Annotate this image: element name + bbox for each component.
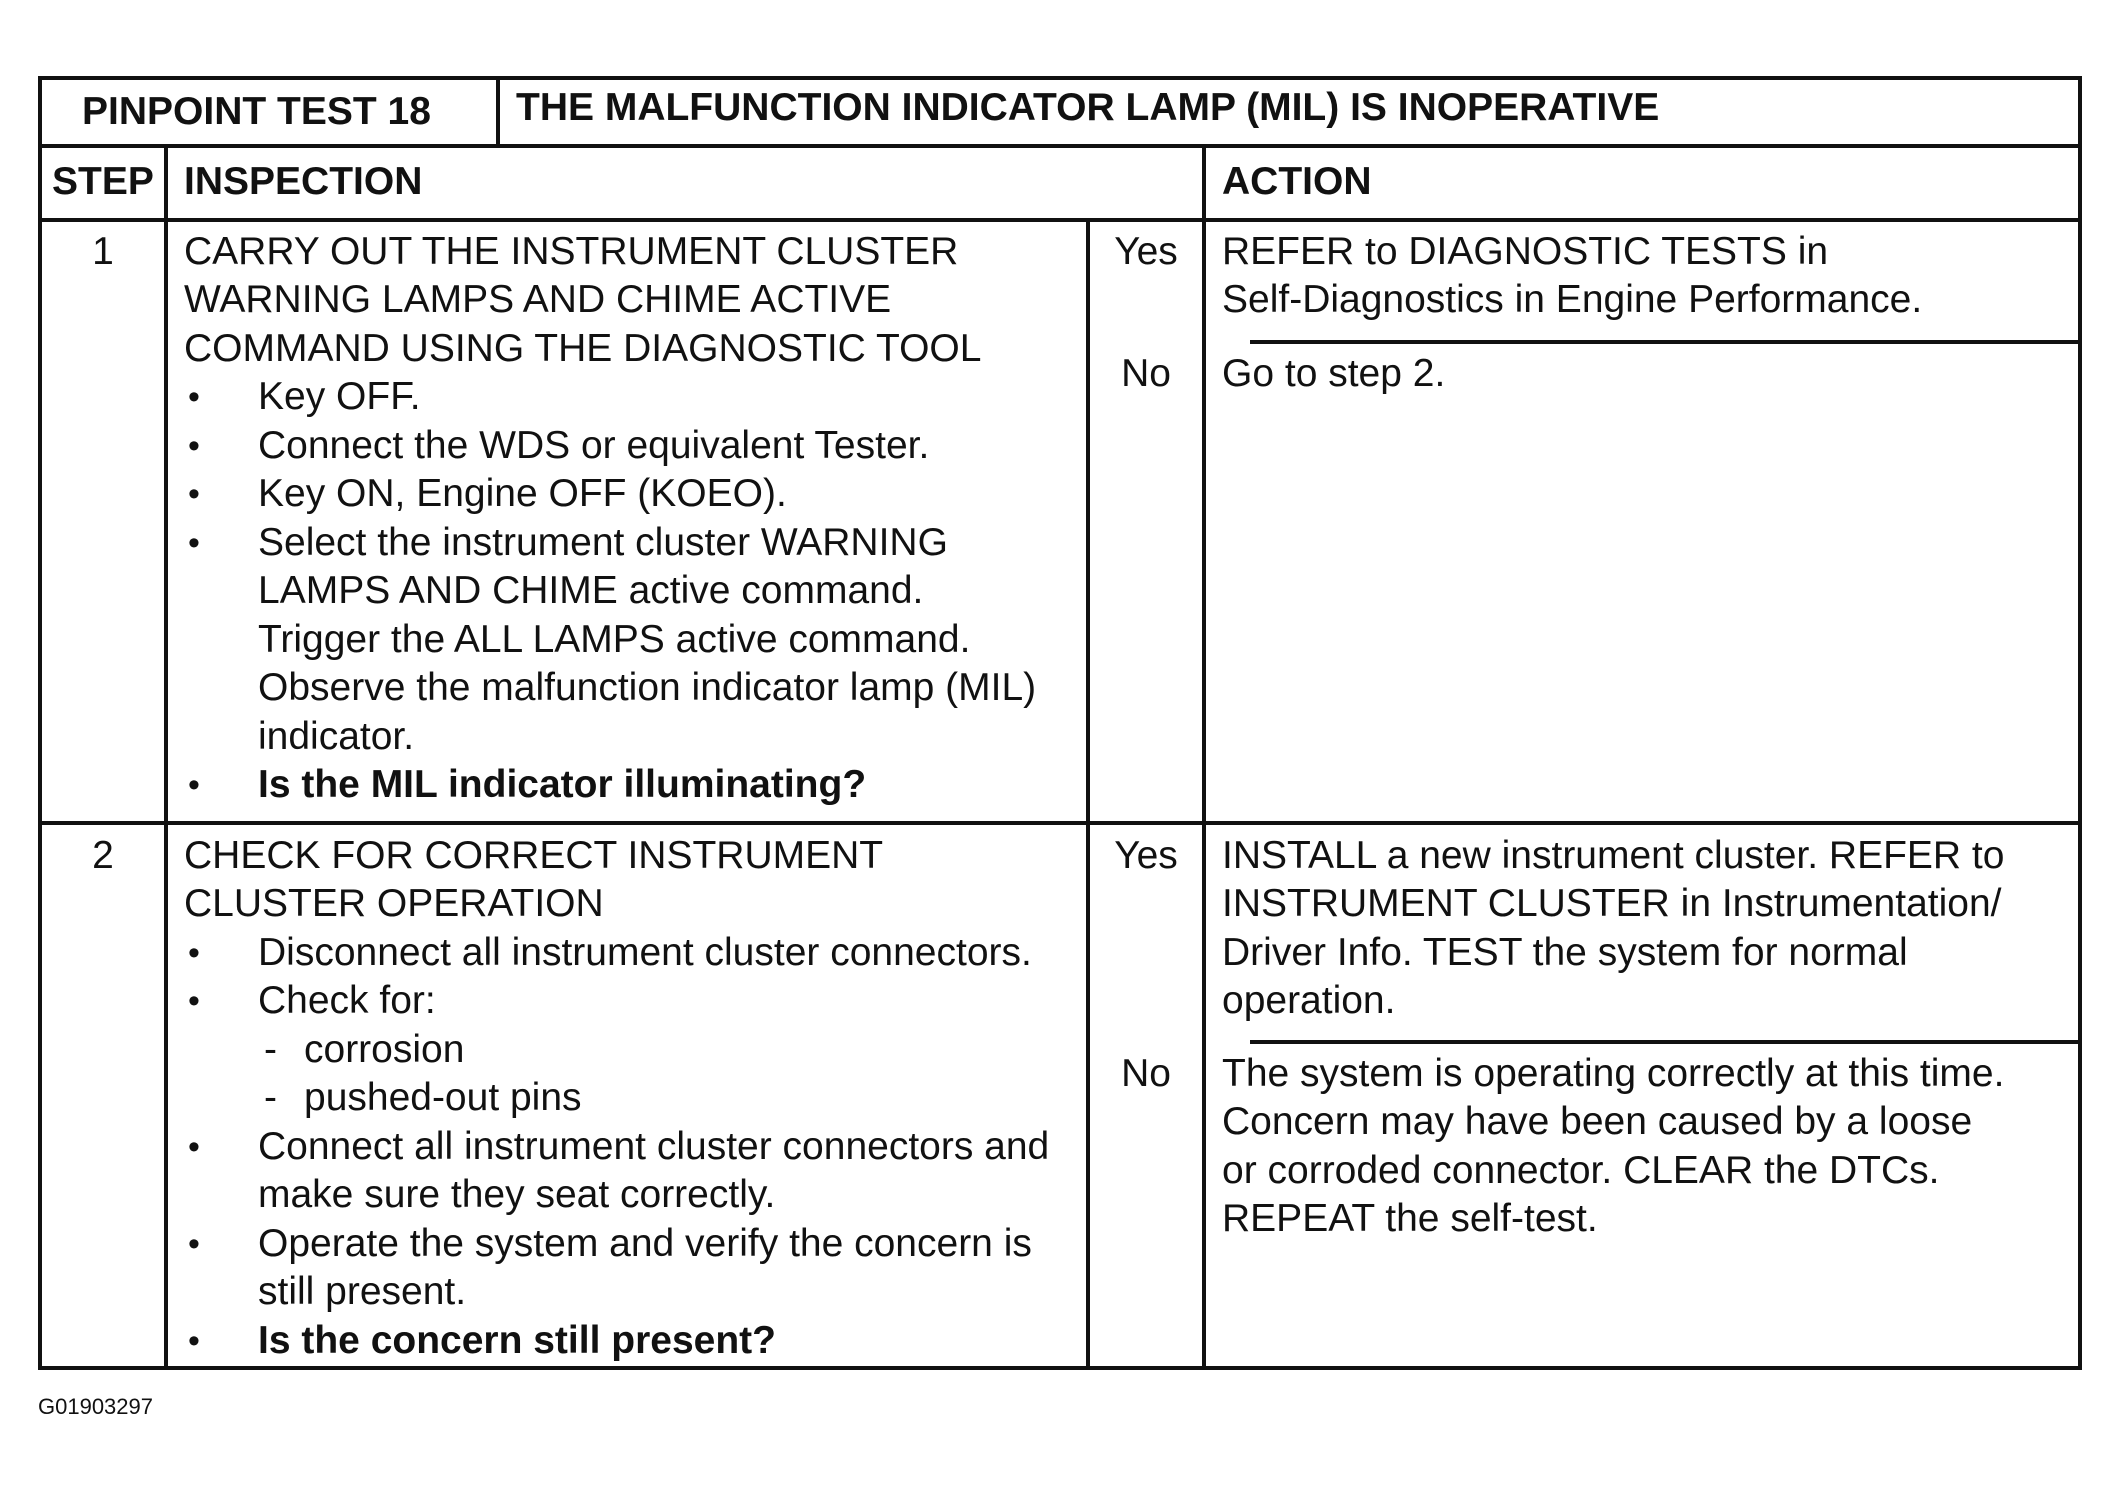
bullet-icon: • bbox=[188, 1128, 200, 1166]
step-1-bullet-continuation: Observe the malfunction indicator lamp (MIL) bbox=[258, 666, 1037, 709]
test-label: PINPOINT TEST 18 bbox=[82, 90, 431, 133]
rule-between-steps bbox=[42, 821, 2078, 825]
bullet-icon: • bbox=[188, 1225, 200, 1263]
step-2-yes-label: Yes bbox=[1114, 834, 1178, 877]
bullet-icon: • bbox=[188, 1322, 200, 1360]
bullet-icon: • bbox=[188, 378, 200, 416]
test-title: THE MALFUNCTION INDICATOR LAMP (MIL) IS INOPERATIVE bbox=[516, 86, 1660, 129]
bullet-icon: • bbox=[188, 982, 200, 1020]
step-2-title-line: CHECK FOR CORRECT INSTRUMENT bbox=[184, 834, 884, 877]
step-2-bullet-continuation: still present. bbox=[258, 1270, 467, 1313]
step-1-bullet-continuation: indicator. bbox=[258, 715, 415, 758]
column-header-step: STEP bbox=[52, 160, 154, 203]
step-2-bullet: Operate the system and verify the concern is bbox=[258, 1222, 1032, 1265]
step-2-no-label: No bbox=[1121, 1052, 1171, 1095]
rule-title-divider bbox=[496, 80, 500, 144]
pinpoint-test-table bbox=[38, 76, 2082, 1370]
step-2-number: 2 bbox=[92, 834, 114, 877]
step-1-number: 1 bbox=[92, 230, 114, 273]
step-2-title-line: CLUSTER OPERATION bbox=[184, 882, 604, 925]
column-header-action: ACTION bbox=[1222, 160, 1372, 203]
bullet-icon: • bbox=[188, 475, 200, 513]
rule-below-column-headers bbox=[42, 218, 2078, 222]
step-2-no-action: REPEAT the self-test. bbox=[1222, 1197, 1598, 1240]
step-1-no-label: No bbox=[1121, 352, 1171, 395]
rule-action-column bbox=[1202, 144, 1206, 1366]
step-1-bullet: Select the instrument cluster WARNING bbox=[258, 521, 948, 564]
step-1-yes-label: Yes bbox=[1114, 230, 1178, 273]
bullet-icon: • bbox=[188, 766, 200, 804]
step-2-no-action: Concern may have been caused by a loose bbox=[1222, 1100, 1973, 1143]
step-2-bullet-continuation: make sure they seat correctly. bbox=[258, 1173, 776, 1216]
step-2-question: Is the concern still present? bbox=[258, 1319, 776, 1362]
step-1-yes-action: Self-Diagnostics in Engine Performance. bbox=[1222, 278, 1923, 321]
step-1-bullet-continuation: LAMPS AND CHIME active command. bbox=[258, 569, 924, 612]
step-2-no-action: The system is operating correctly at this time. bbox=[1222, 1052, 2005, 1095]
step-2-no-action: or corroded connector. CLEAR the DTCs. bbox=[1222, 1149, 1940, 1192]
step-2-sub-item: pushed-out pins bbox=[304, 1076, 582, 1119]
bullet-icon: • bbox=[188, 524, 200, 562]
rule-step2-yes-no bbox=[1250, 1040, 2078, 1044]
step-1-no-action: Go to step 2. bbox=[1222, 352, 1446, 395]
step-2-yes-action: INSTRUMENT CLUSTER in Instrumentation/ bbox=[1222, 882, 2002, 925]
rule-step-column bbox=[164, 144, 168, 1366]
step-2-yes-action: Driver Info. TEST the system for normal bbox=[1222, 931, 1908, 974]
step-2-sub-item: corrosion bbox=[304, 1028, 465, 1071]
step-1-bullet-continuation: Trigger the ALL LAMPS active command. bbox=[258, 618, 971, 661]
figure-id: G01903297 bbox=[38, 1394, 153, 1419]
step-1-title-line: COMMAND USING THE DIAGNOSTIC TOOL bbox=[184, 327, 982, 370]
bullet-icon: • bbox=[188, 427, 200, 465]
step-2-bullet: Connect all instrument cluster connectors and bbox=[258, 1125, 1050, 1168]
step-1-yes-action: REFER to DIAGNOSTIC TESTS in bbox=[1222, 230, 1829, 273]
step-1-bullet: Key OFF. bbox=[258, 375, 421, 418]
dash-icon: - bbox=[264, 1076, 277, 1119]
step-1-title-line: CARRY OUT THE INSTRUMENT CLUSTER bbox=[184, 230, 959, 273]
step-1-bullet: Key ON, Engine OFF (KOEO). bbox=[258, 472, 787, 515]
step-2-yes-action: operation. bbox=[1222, 979, 1396, 1022]
step-2-bullet: Disconnect all instrument cluster connectors. bbox=[258, 931, 1032, 974]
step-1-title-line: WARNING LAMPS AND CHIME ACTIVE bbox=[184, 278, 892, 321]
step-1-question: Is the MIL indicator illuminating? bbox=[258, 763, 867, 806]
step-2-yes-action: INSTALL a new instrument cluster. REFER to bbox=[1222, 834, 2005, 877]
column-header-inspection: INSPECTION bbox=[184, 160, 423, 203]
step-1-bullet: Connect the WDS or equivalent Tester. bbox=[258, 424, 930, 467]
step-2-bullet: Check for: bbox=[258, 979, 436, 1022]
dash-icon: - bbox=[264, 1028, 277, 1071]
rule-below-title bbox=[42, 144, 2078, 148]
bullet-icon: • bbox=[188, 934, 200, 972]
rule-step1-yes-no bbox=[1250, 340, 2078, 344]
